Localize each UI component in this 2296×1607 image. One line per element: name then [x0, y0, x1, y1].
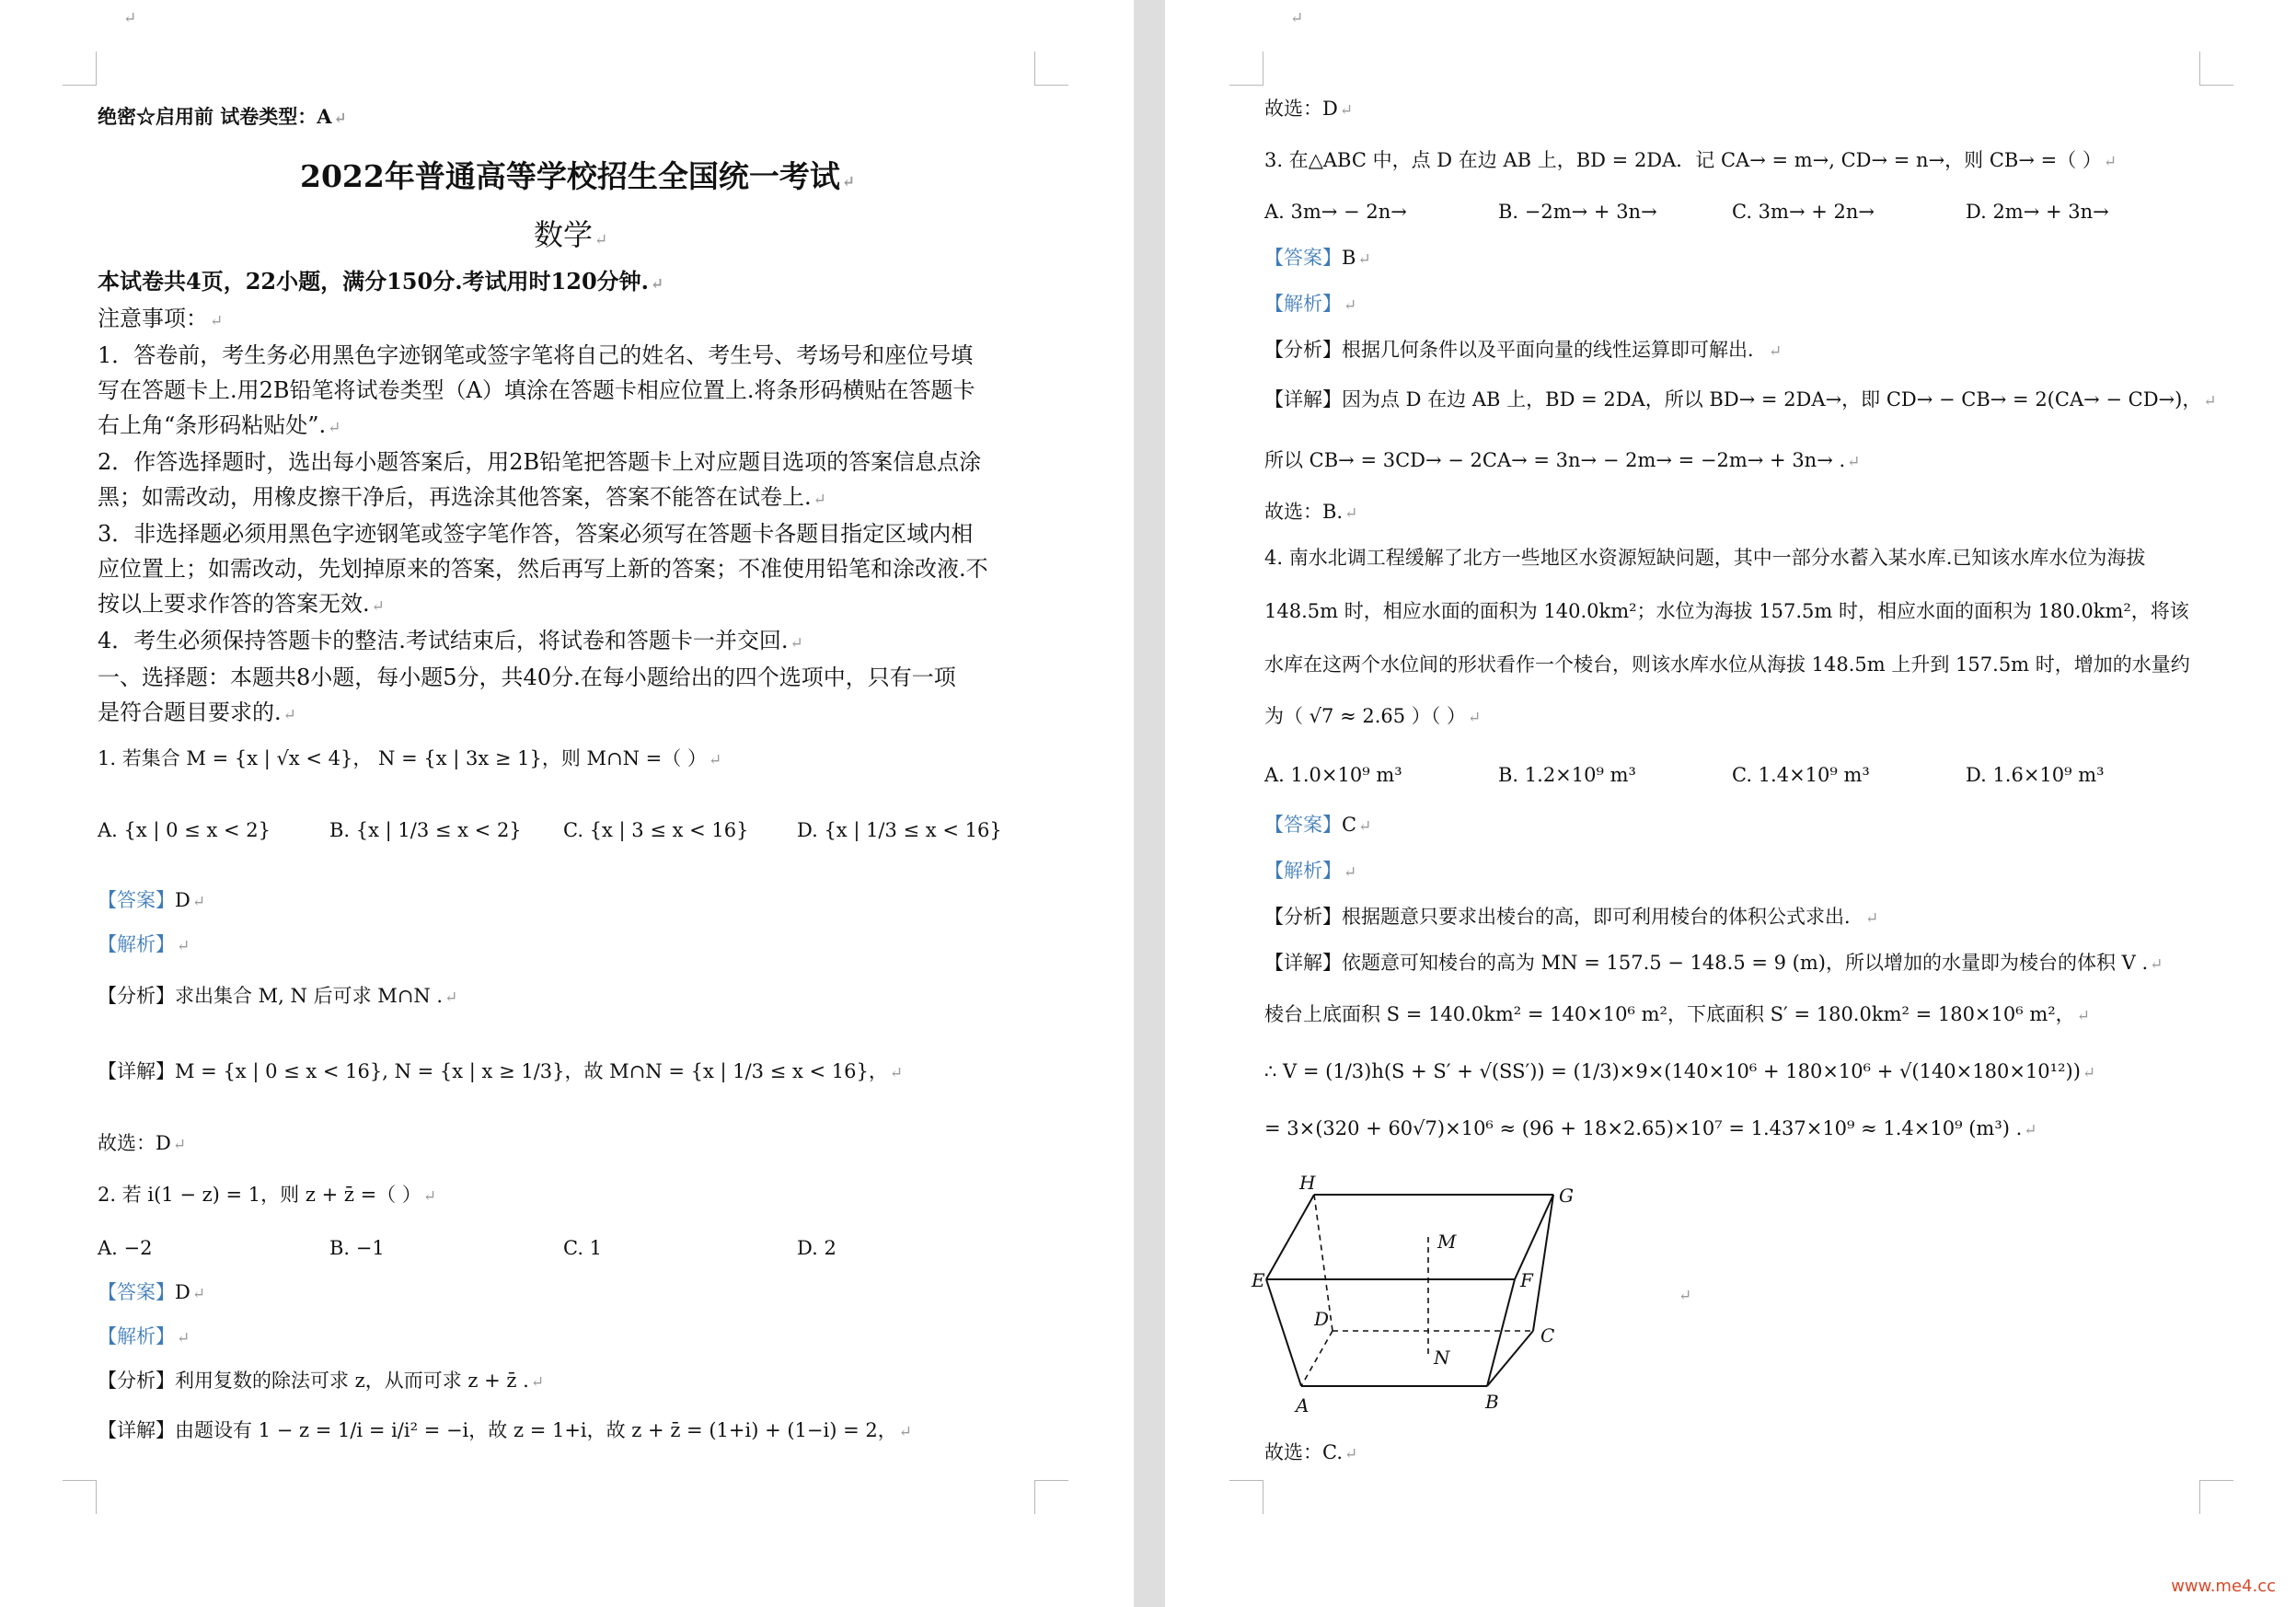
- q3-suoyi: 所以 CB→ = 3CD→ − 2CA→ = 3n→ − 2m→ = −2m→ + 3n→ . ↵: [1264, 449, 1861, 471]
- edge-HE: [1266, 1195, 1314, 1279]
- q2-answer: 【答案】D ↵: [98, 1281, 206, 1303]
- option-b: B. −1: [329, 1237, 385, 1259]
- document-page-left: [0, 0, 1134, 1607]
- intro-text: 本试卷共4页，22小题，满分150分.考试用时120分钟. ↵: [98, 268, 664, 295]
- q1-analysis-tag: 【解析】 ↵: [98, 933, 190, 955]
- vertex-label-D: D: [1314, 1308, 1330, 1330]
- option-c: C. 3m→ + 2n→: [1732, 201, 1875, 223]
- paragraph-mark: ↵: [123, 9, 137, 28]
- crop-mark: [63, 52, 97, 86]
- vertex-label-H: H: [1299, 1172, 1316, 1194]
- question-2: 2. 若 i(1 − z) = 1，则 z + z̄ =（ ） ↵: [98, 1184, 437, 1206]
- vertex-label-F: F: [1520, 1269, 1533, 1291]
- q2-fenxi: 【分析】利用复数的除法可求 z，从而可求 z + z̄ . ↵: [98, 1370, 545, 1392]
- q1-fenxi: 【分析】求出集合 M, N 后可求 M∩N . ↵: [98, 985, 458, 1007]
- question-4: 148.5m 时，相应水面的面积为 140.0km²；水位为海拔 157.5m 时，相应水面的面积为 180.0km²，将该: [1264, 600, 2189, 622]
- paragraph-mark: ↵: [1290, 9, 1304, 28]
- q3-fenxi: 【分析】根据几何条件以及平面向量的线性运算即可解出． ↵: [1264, 339, 1783, 361]
- q3-conclusion: 故选：B. ↵: [1264, 501, 1358, 523]
- option-b: B. 1.2×10⁹ m³: [1498, 764, 1636, 786]
- option-a: A. {x | 0 ≤ x < 2}: [98, 819, 271, 841]
- option-b: B. {x | 1/3 ≤ x < 2}: [329, 819, 522, 841]
- site-watermark: www.me4.cc: [2171, 1577, 2276, 1596]
- crop-mark: [2199, 1480, 2233, 1514]
- q3-answer: 【答案】B ↵: [1264, 247, 1371, 269]
- section-heading: 是符合题目要求的. ↵: [98, 699, 296, 725]
- question-4: 为（ √7 ≈ 2.65 ）（ ） ↵: [1264, 705, 1482, 727]
- vertex-label-A: A: [1296, 1394, 1310, 1416]
- crop-mark: [1229, 1480, 1263, 1514]
- option-c: C. {x | 3 ≤ x < 16}: [563, 819, 749, 841]
- crop-mark: [63, 1480, 97, 1514]
- q2-analysis-tag: 【解析】 ↵: [98, 1325, 190, 1347]
- notice-2: 2．作答选择题时，选出每小题答案后，用2B铅笔把答题卡上对应题目选项的答案信息点涂: [98, 449, 982, 475]
- q4-fenxi: 【分析】根据题意只要求出棱台的高，即可利用棱台的体积公式求出． ↵: [1264, 906, 1879, 928]
- option-a: A. 1.0×10⁹ m³: [1264, 764, 1402, 786]
- vertex-label-G: G: [1559, 1185, 1574, 1207]
- q4-area: 棱台上底面积 S = 140.0km² = 140×10⁶ m²，下底面积 S′ = 180.0km² = 180×10⁶ m²， ↵: [1264, 1003, 2090, 1025]
- q3-analysis-tag: 【解析】 ↵: [1264, 293, 1357, 315]
- option-a: A. −2: [98, 1237, 153, 1259]
- q4-formula-2: = 3×(320 + 60√7)×10⁶ ≈ (96 + 18×2.65)×10⁷ = 1.437×10⁹ ≈ 1.4×10⁹ (m³) . ↵: [1264, 1117, 2037, 1139]
- q4-conclusion: 故选：C. ↵: [1264, 1441, 1358, 1463]
- option-b: B. −2m→ + 3n→: [1498, 201, 1657, 223]
- crop-mark: [2199, 52, 2233, 86]
- option-d: D. 2m→ + 3n→: [1966, 201, 2109, 223]
- crop-mark: [1034, 52, 1068, 86]
- notice-3: 3．非选择题必须用黑色字迹钢笔或签字笔作答，答案必须写在答题卡各题目指定区域内相: [98, 521, 974, 547]
- crop-mark: [1229, 52, 1263, 86]
- frustum-figure: [1252, 1172, 1598, 1423]
- option-d: D. 2: [797, 1237, 836, 1259]
- option-d: D. {x | 1/3 ≤ x < 16}: [797, 819, 1002, 841]
- section-heading: 一、选择题：本题共8小题，每小题5分，共40分.在每小题给出的四个选项中，只有一项: [98, 665, 956, 690]
- question-4: 水库在这两个水位间的形状看作一个棱台，则该水库水位从海拔 148.5m 上升到 157.5m 时，增加的水量约: [1264, 653, 2190, 676]
- option-c: C. 1: [563, 1237, 603, 1259]
- option-a: A. 3m→ − 2n→: [1264, 201, 1407, 223]
- edge-EA: [1266, 1279, 1301, 1386]
- paragraph-mark: ↵: [1679, 1287, 1692, 1305]
- notice-3: 应位置上；如需改动，先划掉原来的答案，然后再写上新的答案；不准使用铅笔和涂改液.不: [98, 556, 988, 582]
- edge-DA-hidden: [1301, 1331, 1333, 1386]
- q1-conclusion: 故选：D ↵: [98, 1132, 187, 1154]
- notice-1: 1．答卷前，考生务必用黑色字迹钢笔或签字笔将自己的姓名、考生号、考场号和座位号填: [98, 342, 974, 368]
- page-gutter: [1134, 0, 1165, 1607]
- vertex-label-C: C: [1540, 1324, 1555, 1347]
- notice-2: 黑；如需改动，用橡皮擦干净后，再选涂其他答案，答案不能答在试卷上. ↵: [98, 484, 826, 510]
- point-label-N: N: [1434, 1347, 1450, 1369]
- question-3: 3. 在△ABC 中，点 D 在边 AB 上，BD = 2DA．记 CA→ = m→, CD→ = n→，则 CB→ =（ ） ↵: [1264, 149, 2117, 171]
- q2-xiangjie: 【详解】由题设有 1 − z = 1/i = i/i² = −i，故 z = 1+i，故 z + z̄ = (1+i) + (1−i) = 2， ↵: [98, 1419, 912, 1441]
- q1-xiangjie: 【详解】M = {x | 0 ≤ x < 16}, N = {x | x ≥ 1/3}，故 M∩N = {x | 1/3 ≤ x < 16}， ↵: [98, 1060, 904, 1082]
- notice-4: 4．考生必须保持答题卡的整洁.考试结束后，将试卷和答题卡一并交回. ↵: [98, 628, 803, 653]
- crop-mark: [1034, 1480, 1068, 1514]
- document-page-right: [1165, 0, 2296, 1607]
- vertex-label-B: B: [1485, 1391, 1499, 1413]
- notice-heading: 注意事项： ↵: [98, 306, 224, 331]
- notice-1: 写在答题卡上.用2B铅笔将试卷类型（A）填涂在答题卡相应位置上.将条形码横贴在答题卡: [98, 377, 975, 403]
- secret-line: 绝密☆启用前 试卷类型：A ↵: [98, 105, 347, 128]
- subject-title: 数学 ↵: [534, 217, 608, 252]
- question-1: 1. 若集合 M = {x | √x < 4}， N = {x | 3x ≥ 1}，则 M∩N =（ ） ↵: [98, 747, 722, 769]
- q4-xiangjie: 【详解】依题意可知棱台的高为 MN = 157.5 − 148.5 = 9 (m)，所以增加的水量即为棱台的体积 V . ↵: [1264, 952, 2163, 974]
- q1-answer: 【答案】D ↵: [98, 889, 206, 911]
- q2-conclusion: 故选：D ↵: [1264, 98, 1354, 120]
- q4-formula-1: ∴ V = (1/3)h(S + S′ + √(SS′)) = (1/3)×9×(140×10⁶ + 180×10⁶ + √(140×180×10¹²)) ↵: [1264, 1060, 2096, 1082]
- point-label-M: M: [1437, 1231, 1457, 1253]
- notice-3: 按以上要求作答的答案无效. ↵: [98, 591, 385, 617]
- vertex-label-E: E: [1252, 1269, 1265, 1291]
- q3-xiangjie: 【详解】因为点 D 在边 AB 上，BD = 2DA，所以 BD→ = 2DA→，即 CD→ − CB→ = 2(CA→ − CD→)， ↵: [1264, 388, 2217, 410]
- exam-title: 2022年普通高等学校招生全国统一考试 ↵: [300, 158, 856, 194]
- notice-1: 右上角“条形码粘贴处”. ↵: [98, 412, 341, 438]
- question-4: 4. 南水北调工程缓解了北方一些地区水资源短缺问题，其中一部分水蓄入某水库.已知该水库水位为海拔: [1264, 547, 2146, 569]
- q4-answer: 【答案】C ↵: [1264, 814, 1372, 836]
- option-c: C. 1.4×10⁹ m³: [1732, 764, 1870, 786]
- option-d: D. 1.6×10⁹ m³: [1966, 764, 2105, 786]
- q4-analysis-tag: 【解析】 ↵: [1264, 860, 1357, 882]
